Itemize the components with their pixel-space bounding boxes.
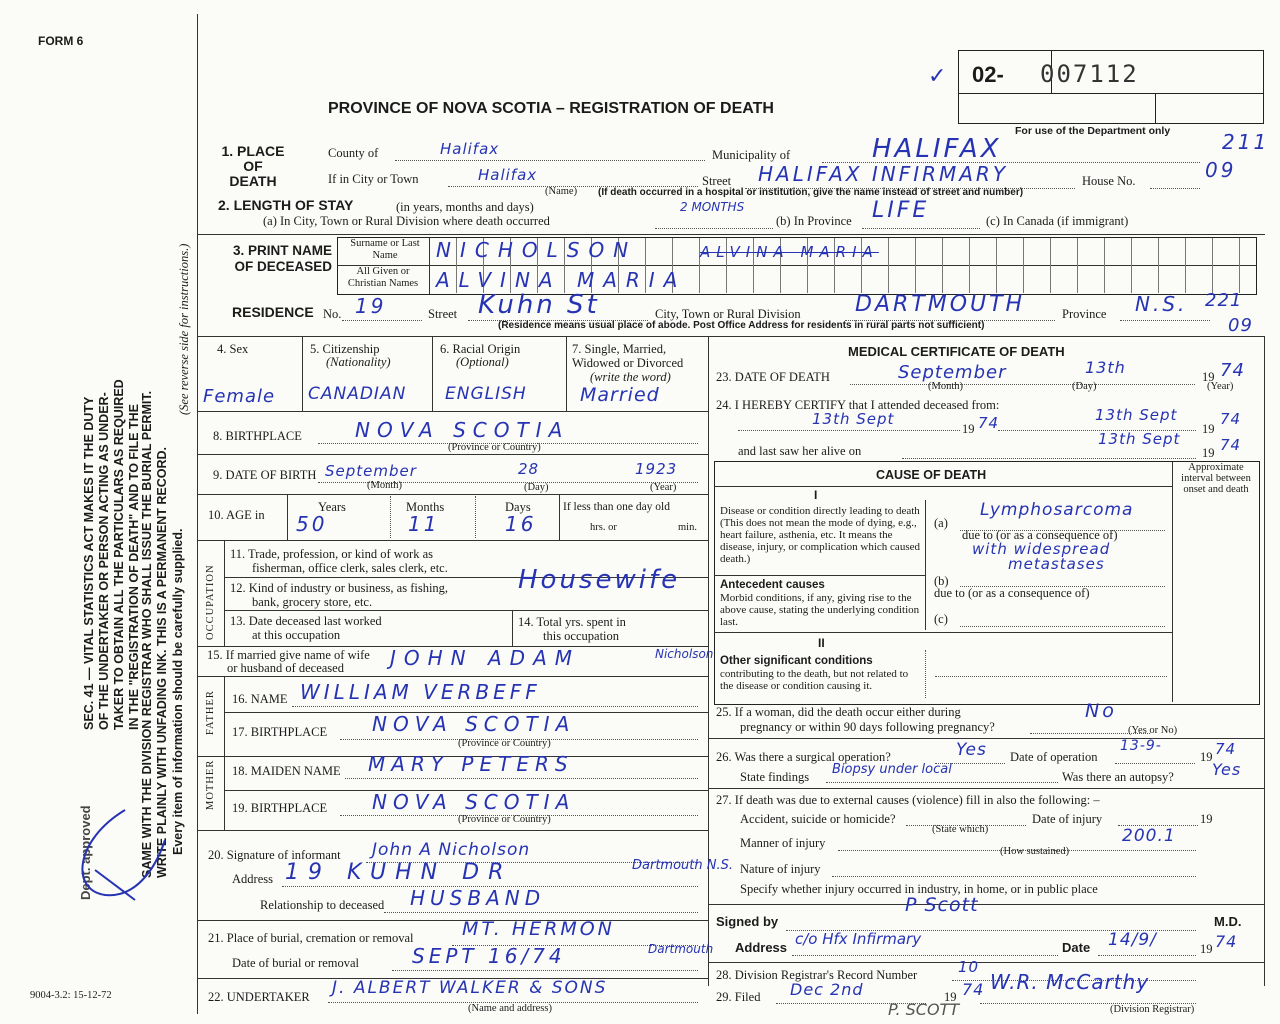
registrar-signature: W.R. McCarthy: [990, 970, 1150, 994]
antecedent-label: Antecedent causes: [720, 579, 825, 591]
form-title: PROVINCE OF NOVA SCOTIA – REGISTRATION OF DEATH: [328, 100, 774, 117]
struck-name: ALVINA MARIA: [700, 243, 879, 261]
cause-c-label: (c): [934, 612, 948, 626]
op-date-value: 13-9-: [1120, 738, 1162, 754]
stay-b-value: LIFE: [872, 198, 930, 223]
occupation-value: Housewife: [518, 565, 681, 595]
name-grid-cell-divider: [996, 238, 997, 293]
q25-label: 25. If a woman, did the death occur either during: [716, 705, 961, 719]
race-label: 6. Racial Origin: [440, 342, 521, 356]
other-label: Other significant conditions: [720, 655, 873, 667]
name-grid-cell-divider: [1131, 238, 1132, 293]
q14-label-b: this occupation: [543, 629, 620, 643]
dob-label: 9. DATE OF BIRTH: [213, 468, 317, 482]
filed-year: 74: [962, 980, 985, 999]
direct-cause-label: Disease or condition directly leading to death (This does not mean the mode of dying, e.g., heart failure, asthenia, etc. It means the disease, injury, or complication which caused death.): [720, 505, 920, 565]
cause-a-value-2: with widespread: [972, 540, 1111, 558]
cause-a-label: (a): [934, 516, 948, 530]
q25-label-b: pregnancy or within 90 days following pregnancy?: [740, 720, 995, 734]
days-value: 16: [505, 512, 537, 536]
attend-from: 13th Sept: [812, 410, 895, 428]
q12-label-b: bank, grocery store, etc.: [252, 595, 373, 609]
days-label: Days: [505, 500, 531, 514]
street-value: HALIFAX INFIRMARY: [758, 162, 1009, 186]
sex-value: Female: [203, 386, 276, 407]
signed-value: P Scott: [905, 894, 979, 916]
citizenship-label: 5. Citizenship: [310, 342, 380, 356]
father-birthplace: NOVA SCOTIA: [372, 712, 576, 736]
birthplace-sub: (Province or Country): [448, 442, 541, 453]
mother-birthplace: NOVA SCOTIA: [372, 790, 576, 814]
mother-maiden: MARY PETERS: [368, 752, 574, 776]
burial-place: MT. HERMON: [462, 918, 615, 940]
last-saw-year: 74: [1220, 436, 1242, 454]
mother-side: MOTHER: [205, 759, 216, 810]
birthplace-value: NOVA SCOTIA: [355, 418, 570, 442]
state-which: (State which): [932, 824, 989, 835]
margin-line-6: WRITE PLAINLY WITH UNFADING INK. THIS IS A PERMANENT RECORD.: [155, 446, 169, 878]
name-grid-cell-divider: [1050, 238, 1051, 293]
residence-no-label: No.: [323, 307, 342, 321]
municipality-value: HALIFAX: [872, 134, 1002, 164]
accident-label: Accident, suicide or homicide?: [740, 812, 896, 826]
check-mark: ✓: [928, 64, 950, 89]
q18-label: 18. MAIDEN NAME: [232, 764, 341, 778]
cause-a-value: Lymphosarcoma: [980, 500, 1134, 520]
reg-prefix: 02-: [972, 62, 1004, 87]
race-sub: (Optional): [456, 355, 509, 369]
roman-one: I: [814, 488, 818, 502]
residence-province: N.S.: [1135, 292, 1188, 316]
citizenship-value: CANADIAN: [308, 384, 407, 404]
father-bp-sub: (Province or Country): [458, 738, 551, 749]
years-label: Years: [318, 500, 346, 514]
bottom-name: P. SCOTT: [888, 1000, 960, 1019]
death-year: 74: [1220, 360, 1245, 381]
name-grid-cell-divider: [1212, 238, 1213, 293]
street-label: Street: [702, 174, 732, 188]
dob-month: September: [325, 462, 417, 480]
other-desc: contributing to the death, but not related to the disease or condition causing it.: [720, 668, 909, 692]
name-grid-cell-divider: [1158, 238, 1159, 293]
md-label: M.D.: [1214, 914, 1242, 929]
last-saw-value: 13th Sept: [1098, 430, 1181, 448]
city-label: If in City or Town: [328, 172, 419, 186]
signed-label: Signed by: [716, 914, 779, 929]
name-grid-cell-divider: [1023, 238, 1024, 293]
margin-scribble: [65, 800, 185, 910]
death-day-sub: (Day): [1072, 381, 1097, 392]
date-label: Date: [1062, 940, 1091, 955]
margin-stamp: Dept. approved: [78, 805, 93, 900]
residence-note: (Residence means usual place of abode. Post Office Address for residents in rural parts not sufficient): [498, 320, 985, 331]
stay-b-label: (b) In Province: [776, 214, 852, 228]
specify-label: Specify whether injury occurred in industry, in home, or in public place: [740, 882, 1098, 896]
name-label: 3. PRINT NAME OF DECEASED: [232, 243, 332, 274]
spouse-extra: Nicholson: [655, 647, 714, 661]
dob-month-sub: (Month): [367, 480, 402, 491]
form-number: FORM 6: [38, 34, 84, 48]
q27-label: 27. If death was due to external causes (violence) fill in also the following: –: [716, 793, 1100, 807]
undertaker-value: J. ALBERT WALKER & SONS: [332, 978, 608, 998]
margin-line-8: (See reverse side for instructions.): [177, 243, 191, 415]
informant-signature: John A Nicholson: [372, 840, 531, 860]
q26-label: 26. Was there a surgical operation?: [716, 750, 891, 764]
father-side: FATHER: [205, 690, 216, 735]
op-date-label: Date of operation: [1010, 750, 1098, 764]
burial-extra: Dartmouth: [648, 942, 714, 956]
name-grid-cell-divider: [969, 238, 970, 293]
registrar-sub: (Division Registrar): [1110, 1004, 1195, 1015]
residence-label: RESIDENCE: [232, 304, 314, 320]
q22-label: 22. UNDERTAKER: [208, 990, 310, 1004]
q15-label: 15. If married give name of wife: [207, 648, 370, 662]
burial-date: SEPT 16/74: [412, 944, 566, 968]
name-grid-cell-divider: [915, 238, 916, 293]
autopsy-label: Was there an autopsy?: [1062, 770, 1174, 784]
death-year-prefix: 19: [1202, 370, 1215, 384]
op-year-prefix: 19: [1200, 750, 1213, 764]
name-grid-cell-divider: [1104, 238, 1105, 293]
address-value: c/o Hfx Infirmary: [795, 930, 922, 948]
date-value: 14/9/: [1108, 930, 1157, 950]
q15-label-b: or husband of deceased: [227, 661, 344, 675]
county-label: County of: [328, 146, 379, 160]
address-label: Address: [735, 940, 788, 955]
race-value: ENGLISH: [445, 384, 527, 404]
stay-a-label: (a) In City, Town or Rural Division where death occurred: [263, 214, 550, 228]
antecedent-desc: Morbid conditions, if any, giving rise to the above cause, stating the underlying condition last.: [720, 592, 920, 628]
min-label: min.: [678, 522, 697, 533]
place-code-1: 211: [1222, 130, 1270, 154]
findings-label: State findings: [740, 770, 810, 784]
father-name: WILLIAM VERBEFF: [300, 680, 541, 704]
q24-label: 24. I HEREBY CERTIFY that I attended deceased from:: [716, 398, 1000, 412]
house-label: House No.: [1082, 174, 1136, 188]
date-year: 74: [1215, 932, 1238, 951]
sex-label: 4. Sex: [217, 342, 249, 356]
residence-city: DARTMOUTH: [855, 292, 1026, 317]
surname-value: NICHOLSON: [436, 238, 638, 262]
less-day-label: If less than one day old: [563, 501, 670, 513]
residence-code-2: 09: [1228, 315, 1253, 336]
from-year-prefix: 19: [962, 422, 975, 436]
cause-b-label: (b): [934, 574, 949, 588]
q11-label: 11. Trade, profession, or kind of work as: [230, 547, 433, 561]
pregnancy-value: No: [1085, 700, 1117, 722]
death-day: 13th: [1085, 358, 1126, 377]
age-label: 10. AGE in: [208, 508, 265, 522]
q21-label: 21. Place of burial, cremation or removal: [208, 931, 414, 945]
given-label: All Given or Christian Names: [347, 266, 419, 289]
q12-label: 12. Kind of industry or business, as fishing,: [230, 581, 449, 595]
filed-value: Dec 2nd: [790, 980, 864, 999]
informant-address-extra: Dartmouth N.S.: [632, 858, 733, 873]
stay-c-label: (c) In Canada (if immigrant): [986, 214, 1129, 228]
op-year: 74: [1215, 740, 1237, 758]
attend-to-year: 74: [1220, 410, 1242, 428]
hospital-note: (If death occurred in a hospital or institution, give the name instead of street and number): [598, 187, 1024, 198]
marital-label: 7. Single, Married, Widowed or Divorced: [572, 342, 684, 370]
to-year-prefix: 19: [1202, 422, 1215, 436]
margin-line-7: Every item of information should be carefully supplied.: [171, 528, 185, 855]
injury-date-label: Date of injury: [1032, 812, 1103, 826]
place-code-2: 09: [1205, 158, 1237, 182]
residence-street-label: Street: [428, 307, 458, 321]
filed-year-prefix: 19: [944, 990, 957, 1004]
yesno-sub: (Yes or No): [1128, 725, 1178, 736]
dob-day-sub: (Day): [524, 482, 549, 493]
due-to-a: due to (or as a consequence of): [962, 528, 1118, 542]
medical-header: MEDICAL CERTIFICATE OF DEATH: [848, 344, 1065, 359]
cause-a-value-3: metastases: [1008, 555, 1105, 573]
footer-code: 9004-3.2: 15-12-72: [30, 990, 112, 1001]
relationship-value: HUSBAND: [410, 886, 546, 910]
roman-two: II: [818, 636, 825, 650]
residence-province-label: Province: [1062, 307, 1107, 321]
stay-label: 2. LENGTH OF STAY: [218, 197, 354, 213]
city-value: Halifax: [478, 166, 538, 184]
attend-to: 13th Sept: [1095, 406, 1178, 424]
citizenship-sub: (Nationality): [326, 355, 391, 369]
q20-label: 20. Signature of informant: [208, 848, 341, 862]
autopsy-value: Yes: [1212, 760, 1242, 779]
stay-a-value: 2 MONTHS: [680, 200, 745, 214]
death-month: September: [898, 362, 1007, 383]
q13-label: 13. Date deceased last worked: [230, 614, 382, 628]
reg-number: 007112: [1040, 60, 1139, 88]
informant-address-label: Address: [232, 872, 273, 886]
last-year-prefix: 19: [1202, 446, 1215, 460]
municipality-label: Municipality of: [712, 148, 791, 162]
years-value: 50: [296, 512, 328, 536]
residence-street: Kuhn St: [478, 290, 600, 320]
months-label: Months: [406, 500, 445, 514]
informant-address: 19 KUHN DR: [285, 860, 513, 885]
dob-day: 28: [518, 460, 540, 478]
name-grid-cell-divider: [1185, 238, 1186, 293]
q14-label: 14. Total yrs. spent in: [518, 615, 626, 629]
last-saw-label: and last saw her alive on: [738, 444, 862, 458]
interval-label: Approximate interval between onset and death: [1181, 462, 1251, 495]
hrs-label: hrs. or: [590, 522, 617, 533]
place-label: 1. PLACE OF DEATH: [221, 143, 285, 189]
dept-use: For use of the Department only: [1015, 125, 1171, 137]
margin-line-1: SEC. 41 — VITAL STATISTICS ACT MAKES IT THE DUTY: [82, 396, 96, 730]
spouse-value: JOHN ADAM: [390, 646, 581, 670]
marital-value: Married: [580, 384, 660, 406]
q17-label: 17. BIRTHPLACE: [232, 725, 328, 739]
q16-label: 16. NAME: [232, 692, 288, 706]
residence-city-label: City, Town or Rural Division: [655, 307, 801, 321]
margin-line-2: OF THE UNDERTAKER OR PERSON ACTING AS UNDER-: [97, 392, 111, 730]
q23-label: 23. DATE OF DEATH: [716, 370, 830, 384]
birthplace-label: 8. BIRTHPLACE: [213, 429, 302, 443]
date-year-prefix: 19: [1200, 942, 1213, 956]
findings-value: Biopsy under local: [832, 762, 952, 777]
residence-no: 19: [355, 294, 387, 318]
name-grid-cell-divider: [1239, 238, 1240, 293]
name-grid-cell-divider: [942, 238, 943, 293]
injury-year-prefix: 19: [1200, 812, 1213, 826]
q19-label: 19. BIRTHPLACE: [232, 801, 328, 815]
death-month-sub: (Month): [928, 381, 963, 392]
stay-sub: (in years, months and days): [396, 200, 534, 214]
burial-date-label: Date of burial or removal: [232, 956, 360, 970]
occupation-side: OCCUPATION: [205, 564, 216, 640]
record-number: 10: [958, 958, 980, 976]
dob-year: 1923: [635, 460, 678, 478]
relationship-label: Relationship to deceased: [260, 898, 385, 912]
residence-code: 221: [1205, 290, 1243, 311]
surgery-value: Yes: [956, 740, 987, 760]
margin-line-5: SAME WITH THE DIVISION REGISTRAR WHO SHALL ISSUE THE BURIAL PERMIT.: [140, 390, 154, 878]
mother-bp-sub: (Province or Country): [458, 814, 551, 825]
undertaker-sub: (Name and address): [468, 1003, 552, 1014]
name-grid-cell-divider: [888, 238, 889, 293]
q28-label: 28. Division Registrar's Record Number: [716, 968, 918, 982]
nature-label: Nature of injury: [740, 862, 821, 876]
q11-label-b: fisherman, office clerk, sales clerk, etc.: [252, 561, 448, 575]
attend-from-year: 74: [978, 414, 1000, 432]
margin-line-3: TAKER TO OBTAIN ALL THE PARTICULARS AS REQUIRED: [112, 379, 126, 730]
q13-label-b: at this occupation: [252, 628, 341, 642]
manner-label: Manner of injury: [740, 836, 826, 850]
given-value: ALVINA MARIA: [436, 268, 687, 292]
marital-sub: (write the word): [590, 370, 671, 384]
surname-label: Surname or Last Name: [350, 238, 420, 261]
county-value: Halifax: [440, 140, 500, 158]
q29-label: 29. Filed: [716, 990, 761, 1004]
how-sustained: (How sustained): [1000, 846, 1070, 857]
dob-year-sub: (Year): [650, 482, 677, 493]
margin-line-4: IN THE "REGISTRATION OF DEATH" AND TO FILE THE: [127, 404, 141, 730]
due-to-b: due to (or as a consequence of): [934, 586, 1090, 600]
months-value: 11: [408, 512, 440, 536]
name-grid-cell-divider: [1077, 238, 1078, 293]
city-sub: (Name): [545, 186, 578, 197]
death-year-sub: (Year): [1207, 381, 1234, 392]
cause-header: CAUSE OF DEATH: [876, 468, 987, 482]
code-value: 200.1: [1122, 826, 1176, 846]
